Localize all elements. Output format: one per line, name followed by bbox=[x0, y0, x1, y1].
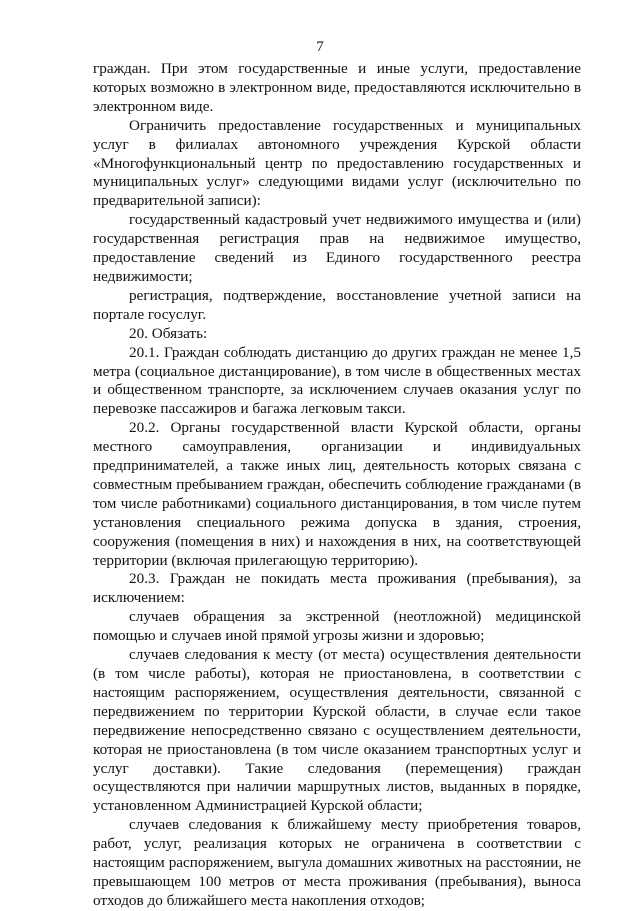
paragraph: случаев следования к месту (от места) осуществления деятельности (в том числе работы), которая не приостановлена, в соответствии с настоящим распоряжением, осуществления деятельности, связанной с передвижением по территории Курской области, в случае если такое передвижение непосредственно связано с осуществлением деятельности, которая не приостановлена (в том числе оказанием транспортных услуг и услуг доставки). Такие следования (перемещения) граждан осуществляются при наличии маршрутных листов, выданных в порядке, установленном Администрацией Курской области; bbox=[93, 646, 581, 815]
paragraph: 20.1. Граждан соблюдать дистанцию до других граждан не менее 1,5 метра (социальное дистанцирование), в том числе в общественных местах и общественном транспорте, за исключением случаев оказания услуг по перевозке пассажиров и багажа легковым такси. bbox=[93, 343, 581, 418]
page-number: 7 bbox=[316, 39, 324, 55]
paragraph: граждан. При этом государственные и иные услуги, предоставление которых возможно в электронном виде, предоставляются исключительно в электронном виде. bbox=[93, 60, 581, 115]
paragraph: 20. Обязать: bbox=[129, 324, 208, 342]
paragraph: случаев обращения за экстренной (неотложной) медицинской помощью и случаев иной прямой угрозы жизни и здоровью; bbox=[93, 608, 581, 645]
document-body bbox=[93, 60, 581, 911]
paragraph: Ограничить предоставление государственных и муниципальных услуг в филиалах автономного учреждения Курской области «Многофункциональный центр по предоставлению государственных и муниципальных услуг» следующими видами услуг (исключительно по предварительной записи): bbox=[93, 116, 581, 210]
paragraph: регистрация, подтверждение, восстановление учетной записи на портале госуслуг. bbox=[93, 286, 581, 323]
paragraph: случаев следования к ближайшему месту приобретения товаров, работ, услуг, реализация которых не ограничена в соответствии с настоящим распоряжением, выгула домашних животных на расстоянии, не превышающем 100 метров от места проживания (пребывания), выноса отходов до ближайшего места накопления отходов; bbox=[93, 816, 581, 909]
paragraph: 20.3. Граждан не покидать места проживания (пребывания), за исключением: bbox=[93, 570, 581, 607]
paragraph: 20.2. Органы государственной власти Курской области, органы местного самоуправления, организации и индивидуальных предпринимателей, а также иных лиц, деятельность которых связана с совместным пребыванием граждан, обеспечить соблюдение гражданами (в том числе работниками) социального дистанцирования, в том числе путем установления специального режима допуска в здания, строения, сооружения (помещения в них) и нахождения в них, на соответствующей территории (включая прилегающую территорию). bbox=[93, 419, 581, 569]
paragraph: государственный кадастровый учет недвижимого имущества и (или) государственная регистрация прав на недвижимое имущество, предоставление сведений из Единого государственного реестра недвижимости; bbox=[93, 211, 581, 285]
